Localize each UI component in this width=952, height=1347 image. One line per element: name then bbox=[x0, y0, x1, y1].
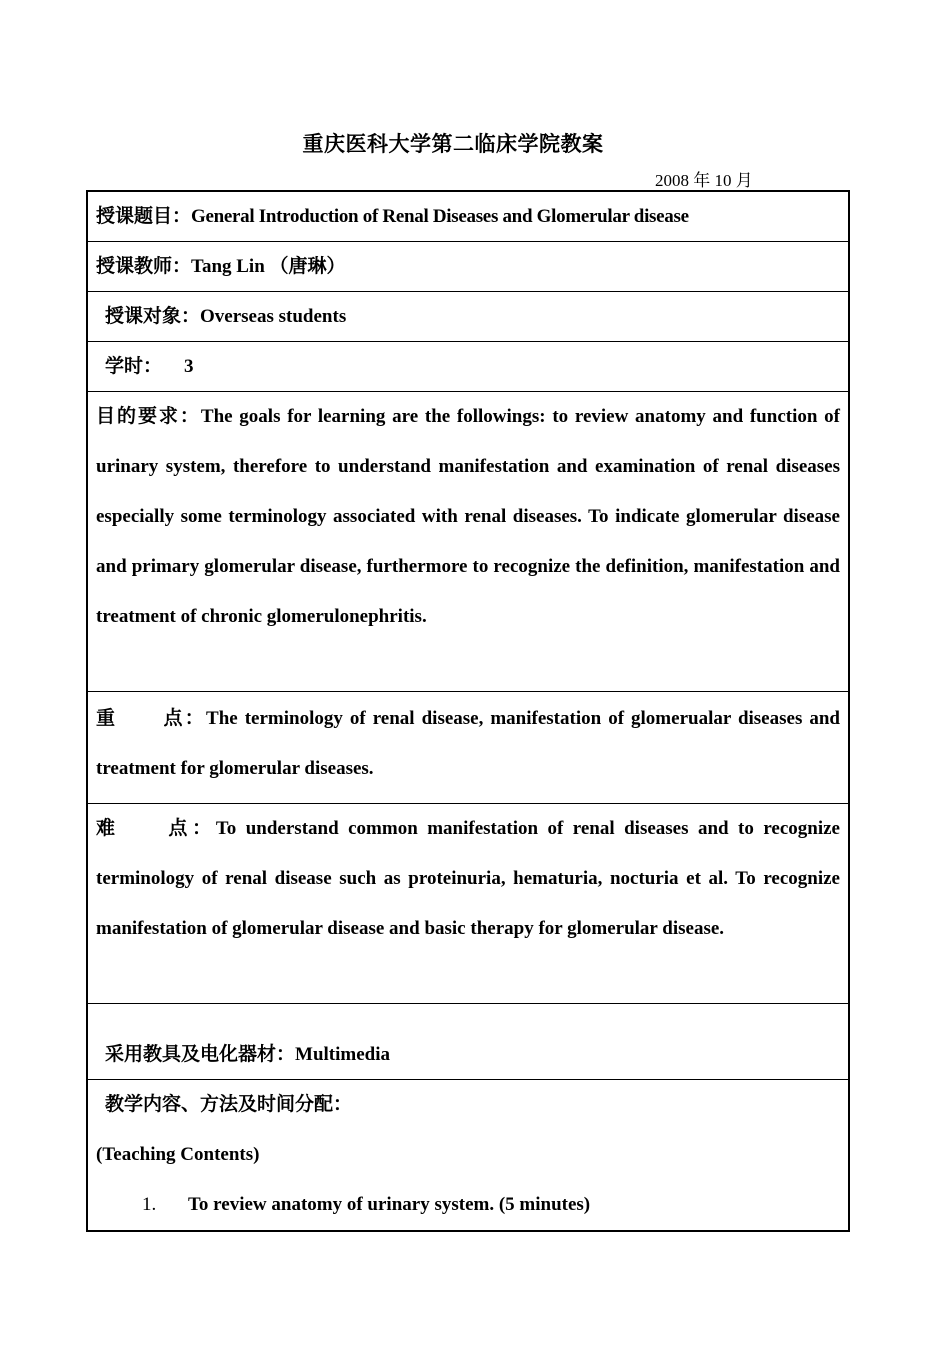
key-points-label bbox=[96, 708, 206, 729]
topic-label: 授课题目： bbox=[96, 206, 192, 227]
hours-value: 3 bbox=[184, 356, 194, 377]
goals-label: 目的要求： bbox=[96, 406, 201, 427]
content-label: 教学内容、方法及时间分配： bbox=[105, 1094, 353, 1115]
content-subtitle: (Teaching Contents) bbox=[96, 1144, 260, 1165]
difficult-points-label-b: 点： bbox=[163, 818, 216, 839]
topic-value: General Introduction of Renal Diseases and Glomerular disease bbox=[191, 206, 689, 227]
key-points-label-a: 重 bbox=[96, 708, 118, 729]
topic-row bbox=[88, 192, 848, 242]
equipment-label: 采用教具及电化器材： bbox=[105, 1044, 296, 1065]
audience-value: Overseas students bbox=[200, 306, 347, 327]
goals-row bbox=[88, 392, 848, 692]
difficult-points-label-a: 难 bbox=[96, 818, 120, 839]
difficult-points-label bbox=[96, 818, 216, 839]
content-item-number: 1. bbox=[142, 1194, 157, 1215]
lesson-plan-table bbox=[86, 190, 850, 1232]
teacher-label: 授课教师： bbox=[96, 256, 192, 277]
content-item-text: To review anatomy of urinary system. (5 minutes) bbox=[188, 1194, 591, 1215]
document-date: 2008 年 10 月 bbox=[655, 171, 753, 190]
hours-row bbox=[88, 342, 848, 392]
content-row bbox=[88, 1080, 848, 1230]
hours-label: 学时： bbox=[105, 356, 163, 377]
content-list-item bbox=[96, 1180, 840, 1230]
difficult-points-value: To understand common manifestation of renal diseases and to recognize terminology of renal disease such as proteinuria, hematuria, nocturia et al. To recognize manifestation of glomerular disease and basic therapy for glomerular disease. bbox=[96, 818, 840, 939]
key-points-label-b: 点： bbox=[161, 708, 207, 729]
difficult-points-row bbox=[88, 804, 848, 1004]
key-points-row bbox=[88, 692, 848, 804]
teacher-value: Tang Lin （唐琳） bbox=[191, 256, 346, 277]
key-points-value: The terminology of renal disease, manifestation of glomerualar diseases and treatment for glomerular diseases. bbox=[96, 708, 840, 779]
audience-row bbox=[88, 292, 848, 342]
audience-label: 授课对象： bbox=[105, 306, 201, 327]
goals-value: The goals for learning are the followings: to review anatomy and function of urinary system, therefore to understand manifestation and examination of renal diseases especially some terminology associated with renal diseases. To indicate glomerular disease and primary glomerular disease, furthermore to recognize the definition, manifestation and treatment of chronic glomerulonephritis. bbox=[96, 406, 840, 627]
document-title: 重庆医科大学第二临床学院教案 bbox=[302, 132, 604, 156]
equipment-value: Multimedia bbox=[295, 1044, 391, 1065]
teacher-row bbox=[88, 242, 848, 292]
equipment-row bbox=[88, 1004, 848, 1080]
